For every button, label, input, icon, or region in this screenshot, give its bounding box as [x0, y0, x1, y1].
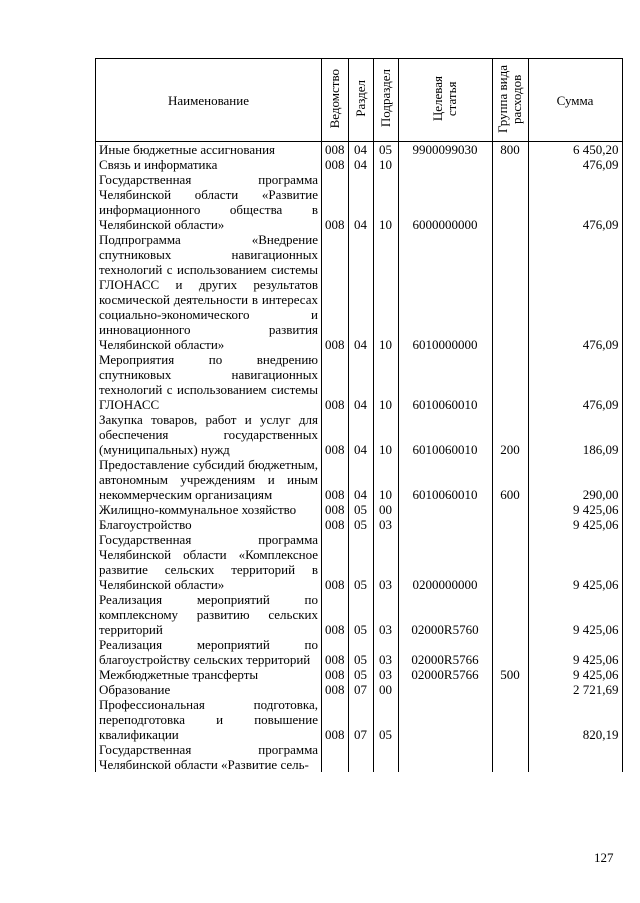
row-celevaya-cell [398, 697, 492, 742]
table-row [96, 592, 623, 637]
budget-table [95, 58, 623, 772]
row-vedomstvo-cell: 008 [322, 352, 349, 412]
header-razdel: Раздел [348, 59, 373, 142]
row-razdel-cell: 04 [348, 352, 373, 412]
table-row [96, 517, 623, 532]
row-summa-cell: 2 721,69 [528, 682, 622, 697]
table-header [96, 59, 623, 142]
row-name-cell: Связь и информатика [96, 157, 322, 172]
row-gruppa-cell [492, 502, 528, 517]
table-row [96, 682, 623, 697]
row-razdel-cell: 05 [348, 667, 373, 682]
row-podrazdel-cell: 05 [373, 142, 398, 158]
table-row [96, 667, 623, 682]
row-razdel-cell: 07 [348, 697, 373, 742]
row-vedomstvo-cell: 008 [322, 157, 349, 172]
row-name-cell: Профессиональная подготовка, переподготовка и повышение квалификации [96, 697, 322, 742]
header-summa: Сумма [528, 59, 622, 142]
table-row [96, 637, 623, 667]
row-podrazdel-cell: 03 [373, 667, 398, 682]
row-celevaya-cell [398, 682, 492, 697]
row-gruppa-cell [492, 157, 528, 172]
row-razdel-cell: 05 [348, 532, 373, 592]
header-celevaya-statya: Целевая статья [398, 59, 492, 142]
row-celevaya-cell: 02000R5766 [398, 637, 492, 667]
row-summa-cell: 290,00 [528, 457, 622, 502]
row-podrazdel-cell: 03 [373, 592, 398, 637]
row-razdel-cell: 05 [348, 517, 373, 532]
row-gruppa-cell [492, 697, 528, 742]
table-row [96, 232, 623, 352]
row-vedomstvo-cell: 008 [322, 637, 349, 667]
row-name-cell: Жилищно-коммунальное хозяйство [96, 502, 322, 517]
row-razdel-cell: 04 [348, 157, 373, 172]
row-razdel-cell: 04 [348, 142, 373, 158]
row-podrazdel-cell: 10 [373, 352, 398, 412]
row-vedomstvo-cell: 008 [322, 172, 349, 232]
row-summa-cell: 9 425,06 [528, 592, 622, 637]
row-celevaya-cell [398, 157, 492, 172]
row-vedomstvo-cell: 008 [322, 232, 349, 352]
row-vedomstvo-cell: 008 [322, 412, 349, 457]
row-vedomstvo-cell: 008 [322, 667, 349, 682]
header-podrazdel: Подраздел [373, 59, 398, 142]
row-celevaya-cell: 02000R5766 [398, 667, 492, 682]
row-name-cell: Иные бюджетные ассигнования [96, 142, 322, 158]
row-razdel-cell [348, 742, 373, 772]
row-celevaya-cell: 6000000000 [398, 172, 492, 232]
row-celevaya-cell: 6010060010 [398, 352, 492, 412]
row-vedomstvo-cell [322, 742, 349, 772]
row-vedomstvo-cell: 008 [322, 457, 349, 502]
table-row [96, 502, 623, 517]
table-row [96, 742, 623, 772]
row-vedomstvo-cell: 008 [322, 142, 349, 158]
row-summa-cell: 476,09 [528, 157, 622, 172]
row-gruppa-cell [492, 742, 528, 772]
row-podrazdel-cell: 03 [373, 637, 398, 667]
row-summa-cell: 476,09 [528, 352, 622, 412]
row-razdel-cell: 04 [348, 412, 373, 457]
row-razdel-cell: 05 [348, 502, 373, 517]
row-name-cell: Государственная программа Челябинской области «Комплексное развитие сельских территорий в Челябинской области» [96, 532, 322, 592]
row-name-cell: Подпрограмма «Внедрение спутниковых навигационных технологий с использованием системы ГЛОНАСС и других результатов космической деятельности в интересах социально-экономического и инновационного развития Челябинской области» [96, 232, 322, 352]
row-razdel-cell: 04 [348, 457, 373, 502]
row-name-cell: Государственная программа Челябинской области «Развитие информационного общества в Челябинской области» [96, 172, 322, 232]
row-name-cell: Межбюджетные трансферты [96, 667, 322, 682]
row-podrazdel-cell: 10 [373, 157, 398, 172]
row-celevaya-cell: 0200000000 [398, 532, 492, 592]
row-celevaya-cell: 02000R5760 [398, 592, 492, 637]
row-razdel-cell: 07 [348, 682, 373, 697]
row-summa-cell: 9 425,06 [528, 517, 622, 532]
row-name-cell: Закупка товаров, работ и услуг для обеспечения государственных (муниципальных) нужд [96, 412, 322, 457]
row-razdel-cell: 04 [348, 232, 373, 352]
row-podrazdel-cell: 03 [373, 532, 398, 592]
row-vedomstvo-cell: 008 [322, 682, 349, 697]
row-vedomstvo-cell: 008 [322, 502, 349, 517]
row-podrazdel-cell: 00 [373, 682, 398, 697]
table-row [96, 352, 623, 412]
row-gruppa-cell: 200 [492, 412, 528, 457]
table-row [96, 157, 623, 172]
row-celevaya-cell: 6010000000 [398, 232, 492, 352]
row-podrazdel-cell: 10 [373, 457, 398, 502]
page-number: 127 [594, 850, 614, 865]
row-gruppa-cell [492, 172, 528, 232]
table-row [96, 457, 623, 502]
row-vedomstvo-cell: 008 [322, 532, 349, 592]
row-gruppa-cell [492, 682, 528, 697]
row-celevaya-cell [398, 517, 492, 532]
table-row [96, 532, 623, 592]
row-summa-cell: 820,19 [528, 697, 622, 742]
row-podrazdel-cell [373, 742, 398, 772]
row-summa-cell: 9 425,06 [528, 532, 622, 592]
row-name-cell: Мероприятия по внедрению спутниковых навигационных технологий с использованием системы ГЛОНАСС [96, 352, 322, 412]
row-summa-cell: 476,09 [528, 232, 622, 352]
row-podrazdel-cell: 10 [373, 172, 398, 232]
row-celevaya-cell: 6010060010 [398, 412, 492, 457]
header-name: Наименование [96, 59, 322, 142]
row-gruppa-cell: 600 [492, 457, 528, 502]
row-gruppa-cell [492, 352, 528, 412]
row-razdel-cell: 04 [348, 172, 373, 232]
header-gruppa-vida-rashodov: Группа вида расходов [492, 59, 528, 142]
table-body [96, 142, 623, 773]
row-razdel-cell: 05 [348, 592, 373, 637]
row-summa-cell: 9 425,06 [528, 667, 622, 682]
row-razdel-cell: 05 [348, 637, 373, 667]
row-name-cell: Благоустройство [96, 517, 322, 532]
row-podrazdel-cell: 10 [373, 232, 398, 352]
row-summa-cell: 476,09 [528, 172, 622, 232]
row-vedomstvo-cell: 008 [322, 697, 349, 742]
row-name-cell: Реализация мероприятий по комплексному развитию сельских территорий [96, 592, 322, 637]
row-podrazdel-cell: 03 [373, 517, 398, 532]
table-row [96, 412, 623, 457]
row-celevaya-cell: 9900099030 [398, 142, 492, 158]
row-vedomstvo-cell: 008 [322, 592, 349, 637]
row-gruppa-cell: 800 [492, 142, 528, 158]
row-podrazdel-cell: 05 [373, 697, 398, 742]
row-podrazdel-cell: 10 [373, 412, 398, 457]
row-gruppa-cell [492, 232, 528, 352]
row-gruppa-cell [492, 637, 528, 667]
row-vedomstvo-cell: 008 [322, 517, 349, 532]
row-gruppa-cell [492, 517, 528, 532]
row-summa-cell [528, 742, 622, 772]
row-summa-cell: 9 425,06 [528, 637, 622, 667]
row-podrazdel-cell: 00 [373, 502, 398, 517]
header-vedomstvo: Ведомство [322, 59, 349, 142]
row-celevaya-cell: 6010060010 [398, 457, 492, 502]
row-gruppa-cell: 500 [492, 667, 528, 682]
row-name-cell: Государственная программа Челябинской области «Развитие сель- [96, 742, 322, 772]
table-row [96, 697, 623, 742]
row-name-cell: Реализация мероприятий по благоустройству сельских территорий [96, 637, 322, 667]
table-row [96, 172, 623, 232]
row-summa-cell: 186,09 [528, 412, 622, 457]
row-name-cell: Предоставление субсидий бюджетным, автономным учреждениям и иным некоммерческим организациям [96, 457, 322, 502]
row-name-cell: Образование [96, 682, 322, 697]
row-celevaya-cell [398, 742, 492, 772]
row-celevaya-cell [398, 502, 492, 517]
row-gruppa-cell [492, 532, 528, 592]
row-summa-cell: 9 425,06 [528, 502, 622, 517]
row-summa-cell: 6 450,20 [528, 142, 622, 158]
table-row [96, 142, 623, 158]
row-gruppa-cell [492, 592, 528, 637]
